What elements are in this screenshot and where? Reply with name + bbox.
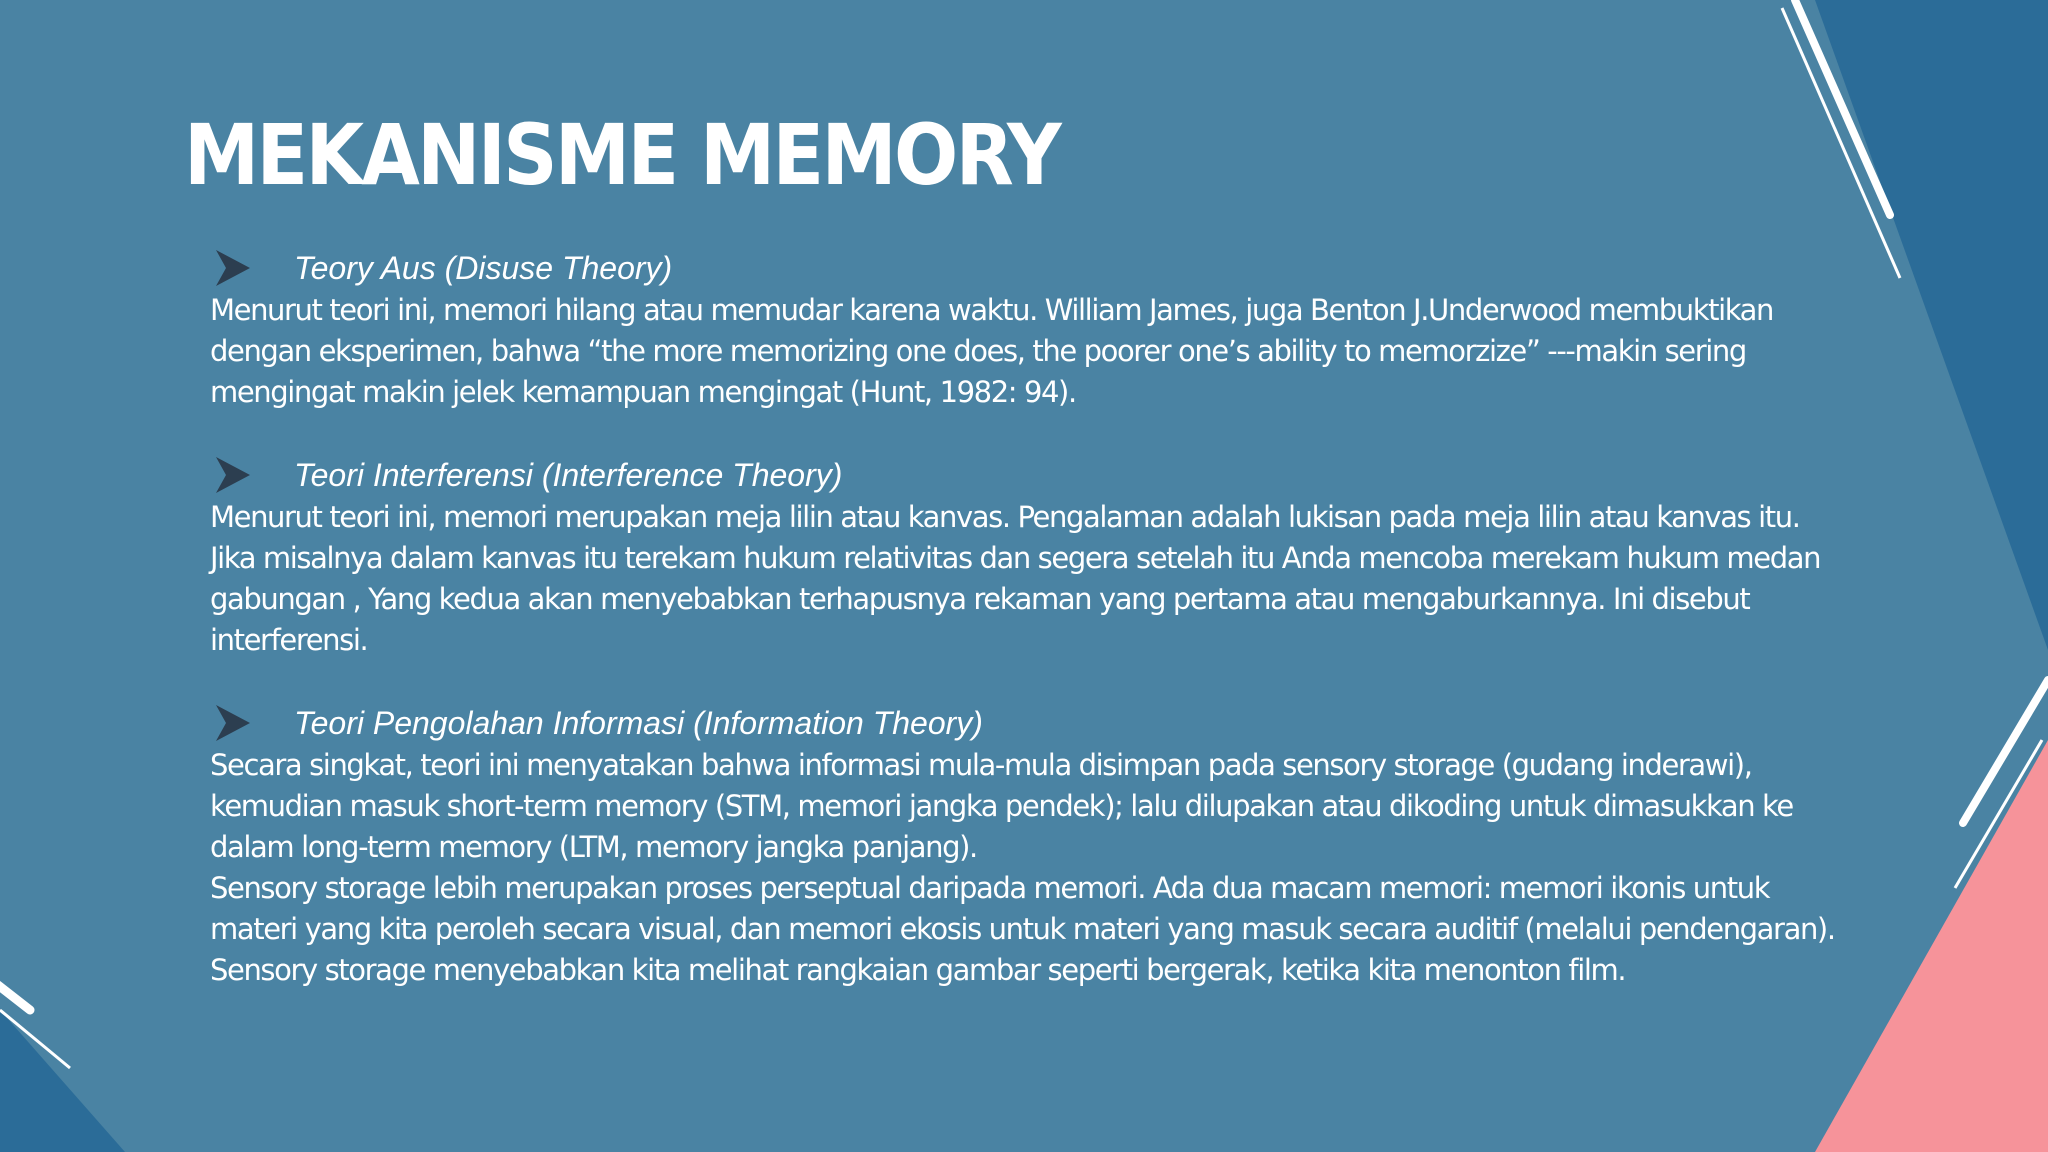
section-paragraph: Secara singkat, teori ini menyatakan bahwa informasi mula-mula disimpan pada sensory storage (gudang inderawi), kemudian masuk short-term memory (STM, memori jangka pendek); lalu dilupakan atau dikoding untuk dimasukkan ke dalam long-term memory (LTM, memory jangka panjang).: [210, 748, 1793, 864]
arrowhead-bullet-icon: [214, 703, 254, 743]
section-heading: [210, 701, 1850, 745]
slide-title: MEKANISME MEMORY: [184, 106, 1060, 204]
section-heading: [210, 453, 1850, 497]
section-paragraph: Menurut teori ini, memori hilang atau memudar karena waktu. William James, juga Benton J.Underwood membuktikan dengan eksperimen, bahwa “the more memorizing one does, the poorer one’s ability to memorzize” ---makin sering mengingat makin jelek kemampuan mengingat (Hunt, 1982: 94).: [210, 293, 1774, 409]
section-heading-text: Teori Interferensi (Interference Theory): [294, 457, 843, 493]
section-interference-theory: [210, 453, 1850, 661]
arrowhead-bullet-icon: [214, 455, 254, 495]
section-paragraph: Sensory storage lebih merupakan proses perseptual daripada memori. Ada dua macam memori: memori ikonis untuk materi yang kita peroleh secara visual, dan memori ekosis untuk materi yang masuk secara auditif (melalui pendengaran). Sensory storage menyebabkan kita melihat rangkaian gambar seperti bergerak, ketika kita menonton film.: [210, 871, 1835, 987]
arrowhead-bullet-icon: [214, 248, 254, 288]
bottom-left-blue-wedge: [0, 1010, 125, 1152]
bottom-left-line-thick: [0, 985, 30, 1010]
section-heading-text: Teory Aus (Disuse Theory): [294, 250, 673, 286]
slide-content: [210, 246, 1850, 1031]
section-paragraph: Menurut teori ini, memori merupakan meja lilin atau kanvas. Pengalaman adalah lukisan pada meja lilin atau kanvas itu. Jika misalnya dalam kanvas itu terekam hukum relativitas dan segera setelah itu Anda mencoba merekam hukum medan gabungan , Yang kedua akan menyebabkan terhapusnya rekaman yang pertama atau mengaburkannya. Ini disebut interferensi.: [210, 500, 1821, 657]
section-disuse-theory: [210, 246, 1850, 413]
section-heading: [210, 246, 1850, 290]
section-heading-text: Teori Pengolahan Informasi (Information Theory): [294, 705, 983, 741]
section-information-theory: [210, 701, 1850, 991]
